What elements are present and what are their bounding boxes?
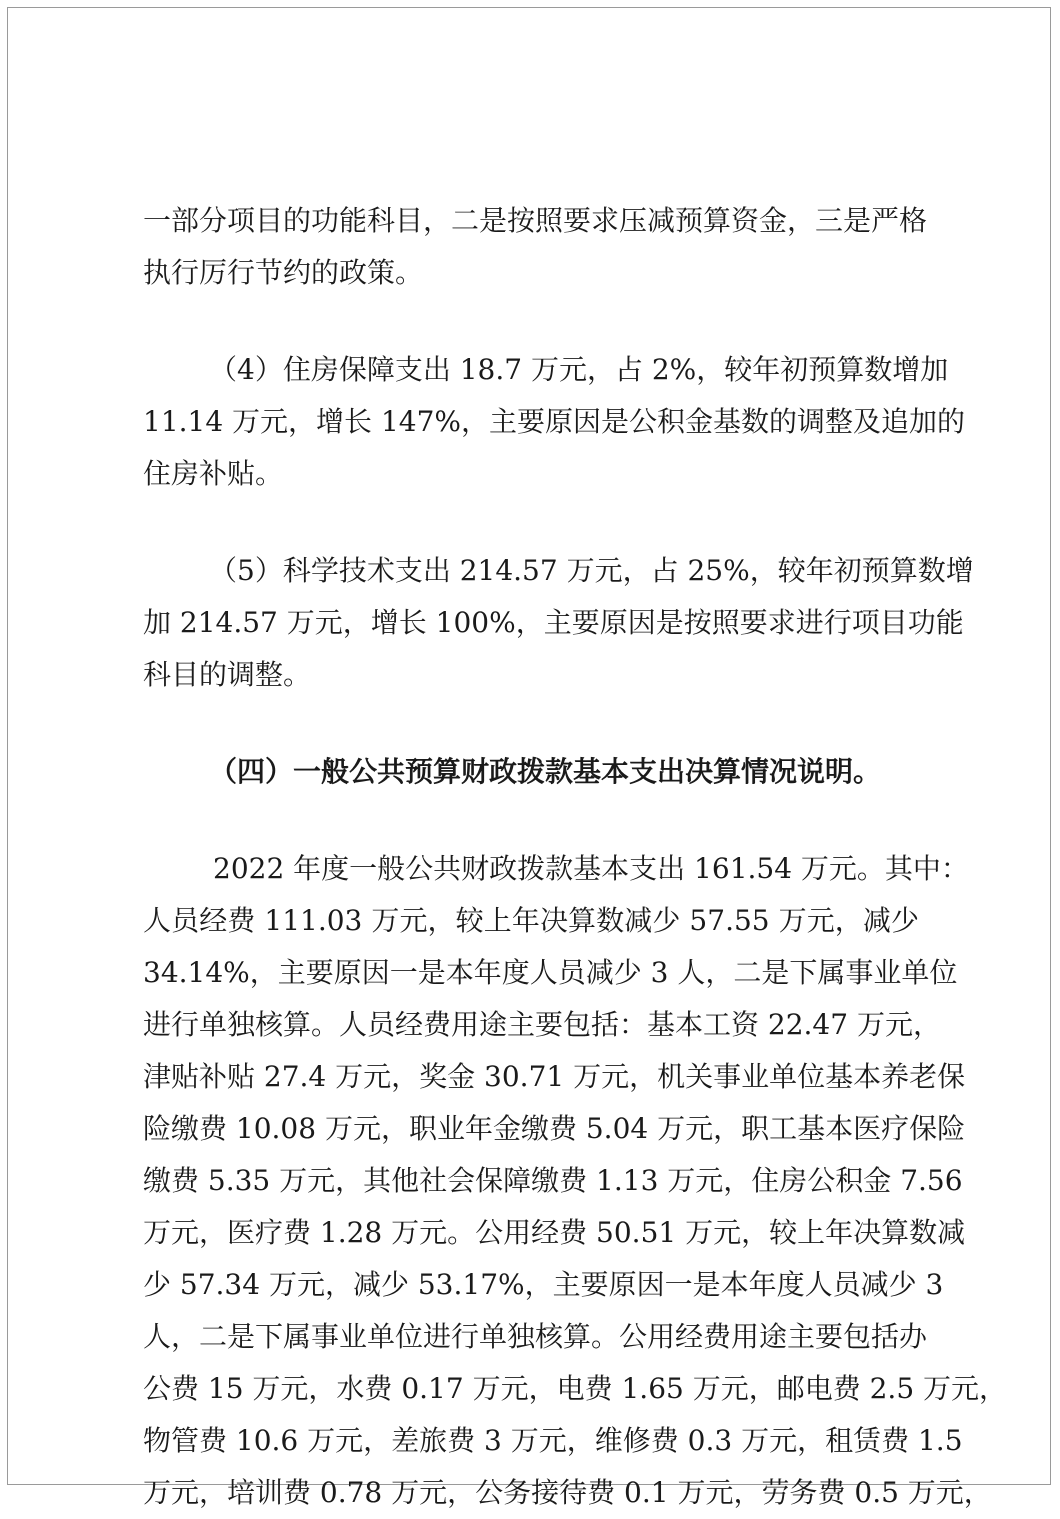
text-line: 万元，医疗费 1.28 万元。公用经费 50.51 万元，较上年决算数减: [143, 1216, 966, 1249]
text-line: 科目的调整。: [143, 658, 312, 691]
paragraph-science-expenditure: [143, 545, 974, 701]
text-line: （5）科学技术支出 214.57 万元，占 25%，较年初预算数增: [209, 554, 974, 587]
text-line: 执行厉行节约的政策。: [143, 256, 424, 289]
text-line: 住房补贴。: [143, 457, 284, 490]
text-line: 险缴费 10.08 万元，职业年金缴费 5.04 万元，职工基本医疗保险: [143, 1112, 966, 1145]
paragraph-project-subjects: [143, 195, 928, 299]
text-line: 津贴补贴 27.4 万元，奖金 30.71 万元，机关事业单位基本养老保: [143, 1060, 966, 1093]
text-line: 进行单独核算。人员经费用途主要包括：基本工资 22.47 万元，: [143, 1008, 941, 1041]
section-heading-basic-expenditure: [143, 746, 919, 798]
paragraph-basic-expenditure-detail: [143, 843, 1008, 1519]
text-line: （4）住房保障支出 18.7 万元，占 2%，较年初预算数增加: [209, 353, 949, 386]
paragraph-housing-expenditure: [143, 344, 966, 500]
text-line: 加 214.57 万元，增长 100%，主要原因是按照要求进行项目功能: [143, 606, 964, 639]
text-line: 34.14%，主要原因一是本年度人员减少 3 人，二是下属事业单位: [143, 956, 958, 989]
text-line: 缴费 5.35 万元，其他社会保障缴费 1.13 万元，住房公积金 7.56: [143, 1164, 963, 1197]
text-line: 人员经费 111.03 万元，较上年决算数减少 57.55 万元，减少: [143, 904, 919, 937]
text-line: 人，二是下属事业单位进行单独核算。公用经费用途主要包括办: [143, 1320, 928, 1353]
text-line: 少 57.34 万元，减少 53.17%，主要原因一是本年度人员减少 3: [143, 1268, 944, 1301]
text-line: 2022 年度一般公共财政拨款基本支出 161.54 万元。其中：: [213, 852, 969, 885]
document-body: [143, 195, 1008, 1519]
text-line: 物管费 10.6 万元，差旅费 3 万元，维修费 0.3 万元，租赁费 1.5: [143, 1424, 963, 1457]
text-line: 一部分项目的功能科目，二是按照要求压减预算资金，三是严格: [143, 204, 928, 237]
text-line: 11.14 万元，增长 147%，主要原因是公积金基数的调整及追加的: [143, 405, 966, 438]
text-line: 万元，培训费 0.78 万元，公务接待费 0.1 万元，劳务费 0.5 万元，: [143, 1476, 992, 1509]
text-line: 公费 15 万元，水费 0.17 万元，电费 1.65 万元，邮电费 2.5 万元，: [143, 1372, 1008, 1405]
section-heading: （四）一般公共预算财政拨款基本支出决算情况说明。: [209, 755, 882, 788]
